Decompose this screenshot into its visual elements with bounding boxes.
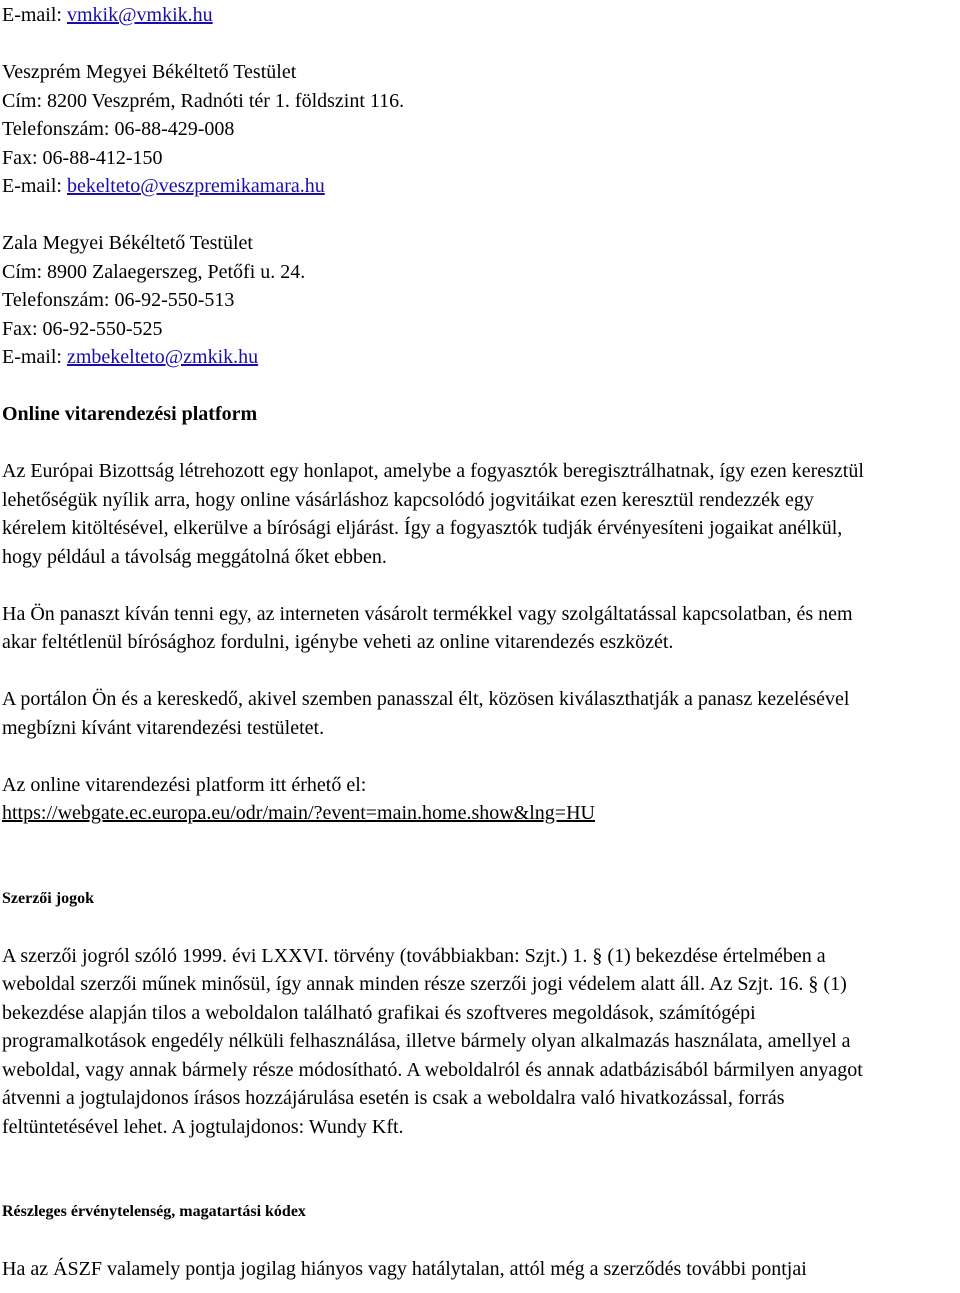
spacer	[2, 828, 960, 885]
paragraph-line: átvenni a jogtulajdonos írásos hozzájárulása esetén is csak a weboldalra való hivatkozással, forrás	[2, 1087, 785, 1109]
paragraph-line: hogy például a távolság meggátolná őket ebben.	[2, 545, 387, 568]
odr-paragraph-4	[2, 771, 960, 828]
odr-paragraph-1	[2, 457, 960, 571]
paragraph-line: weboldal, vagy annak bármely része módosítható. A weboldalról és annak adatbázisából bármilyen anyagot	[2, 1058, 863, 1081]
veszprem-email-line	[2, 172, 960, 201]
email-label: E-mail:	[2, 175, 67, 197]
partial-invalidity-heading-text: Részleges érvénytelenség, magatartási kódex	[2, 1203, 306, 1220]
spacer	[2, 201, 960, 230]
partial-invalidity-paragraph	[2, 1255, 960, 1284]
copyright-paragraph	[2, 942, 960, 1142]
spacer	[2, 429, 960, 458]
zala-name: Zala Megyei Békéltető Testület	[2, 232, 253, 254]
odr-paragraph-3	[2, 685, 960, 742]
paragraph-line: A portálon Ön és a kereskedő, akivel szemben panasszal élt, közösen kiválaszthatják a panasz kezelésével	[2, 688, 850, 710]
paragraph-line: Az online vitarendezési platform itt érhető el:	[2, 773, 367, 796]
veszprem-block	[2, 58, 960, 201]
paragraph-line: akar feltétlenül bírósághoz fordulni, igénybe veheti az online vitarendezés eszközét.	[2, 631, 674, 653]
copyright-heading-text: Szerzői jogok	[2, 889, 94, 907]
spacer	[2, 372, 960, 401]
spacer	[2, 913, 960, 942]
paragraph-line: lehetőségük nyílik arra, hogy online vásárláshoz kapcsolódó jogvitáikat ezen keresztül rendezzék egy	[2, 488, 814, 511]
email-label: E-mail:	[2, 4, 67, 26]
vmkik-email-link[interactable]: vmkik@vmkik.hu	[66, 4, 213, 26]
spacer	[2, 1141, 960, 1198]
copyright-heading	[2, 885, 960, 914]
zala-phone: Telefonszám: 06-92-550-513	[2, 289, 235, 311]
spacer	[2, 1227, 960, 1256]
veszprem-email-link[interactable]: bekelteto@veszpremikamara.hu	[66, 175, 325, 197]
zala-email-link[interactable]: zmbekelteto@zmkik.hu	[66, 346, 259, 368]
odr-paragraph-2	[2, 600, 960, 657]
veszprem-fax: Fax: 06-88-412-150	[2, 146, 163, 169]
paragraph-line: feltüntetésével lehet. A jogtulajdonos: Wundy Kft.	[2, 1115, 404, 1138]
paragraph-line: bekezdése alapján tilos a weboldalon található grafikai és szoftveres megoldások, számítógépi	[2, 1001, 756, 1024]
paragraph-line: kérelem kitöltésével, elkerülve a bírósági eljárást. Így a fogyasztók tudják érvényesíteni jogaikat anélkül,	[2, 517, 843, 539]
odr-platform-link[interactable]: https://webgate.ec.europa.eu/odr/main/?event=main.home.show&lng=HU	[2, 802, 595, 824]
document-page	[2, 0, 960, 1284]
paragraph-line: Ha az ÁSZF valamely pontja jogilag hiányos vagy hatálytalan, attól még a szerződés további pontjai	[2, 1258, 807, 1280]
spacer	[2, 30, 960, 59]
partial-invalidity-heading	[2, 1198, 960, 1227]
zala-email-line	[2, 343, 960, 372]
spacer	[2, 742, 960, 771]
odr-heading: Online vitarendezési platform	[2, 403, 258, 425]
zala-fax: Fax: 06-92-550-525	[2, 317, 163, 340]
paragraph-line: megbízni kívánt vitarendezési testületet.	[2, 716, 325, 739]
spacer	[2, 571, 960, 600]
paragraph-line: Ha Ön panaszt kíván tenni egy, az interneten vásárolt termékkel vagy szolgáltatással kapcsolatban, és nem	[2, 602, 853, 625]
vmkik-email-line	[2, 1, 960, 30]
zala-block	[2, 229, 960, 372]
paragraph-line: weboldal szerzői műnek minősül, így annak minden része szerzői jogi védelem alatt áll. Az Szjt. 16. § (1)	[2, 973, 847, 995]
paragraph-line: programalkotások engedély nélküli felhasználása, illetve bármely olyan alkalmazás használata, amellyel a	[2, 1030, 851, 1052]
veszprem-name: Veszprém Megyei Békéltető Testület	[2, 61, 297, 83]
veszprem-address: Cím: 8200 Veszprém, Radnóti tér 1. földszint 116.	[2, 89, 405, 112]
spacer	[2, 657, 960, 686]
paragraph-line: Az Európai Bizottság létrehozott egy honlapot, amelybe a fogyasztók beregisztrálhatnak, így ezen keresztül	[2, 460, 864, 482]
email-label: E-mail:	[2, 346, 67, 368]
zala-address: Cím: 8900 Zalaegerszeg, Petőfi u. 24.	[2, 260, 306, 283]
veszprem-phone: Telefonszám: 06-88-429-008	[2, 118, 235, 140]
paragraph-line: A szerzői jogról szóló 1999. évi LXXVI. törvény (továbbiakban: Szjt.) 1. § (1) bekezdése értelmében a	[2, 944, 826, 967]
